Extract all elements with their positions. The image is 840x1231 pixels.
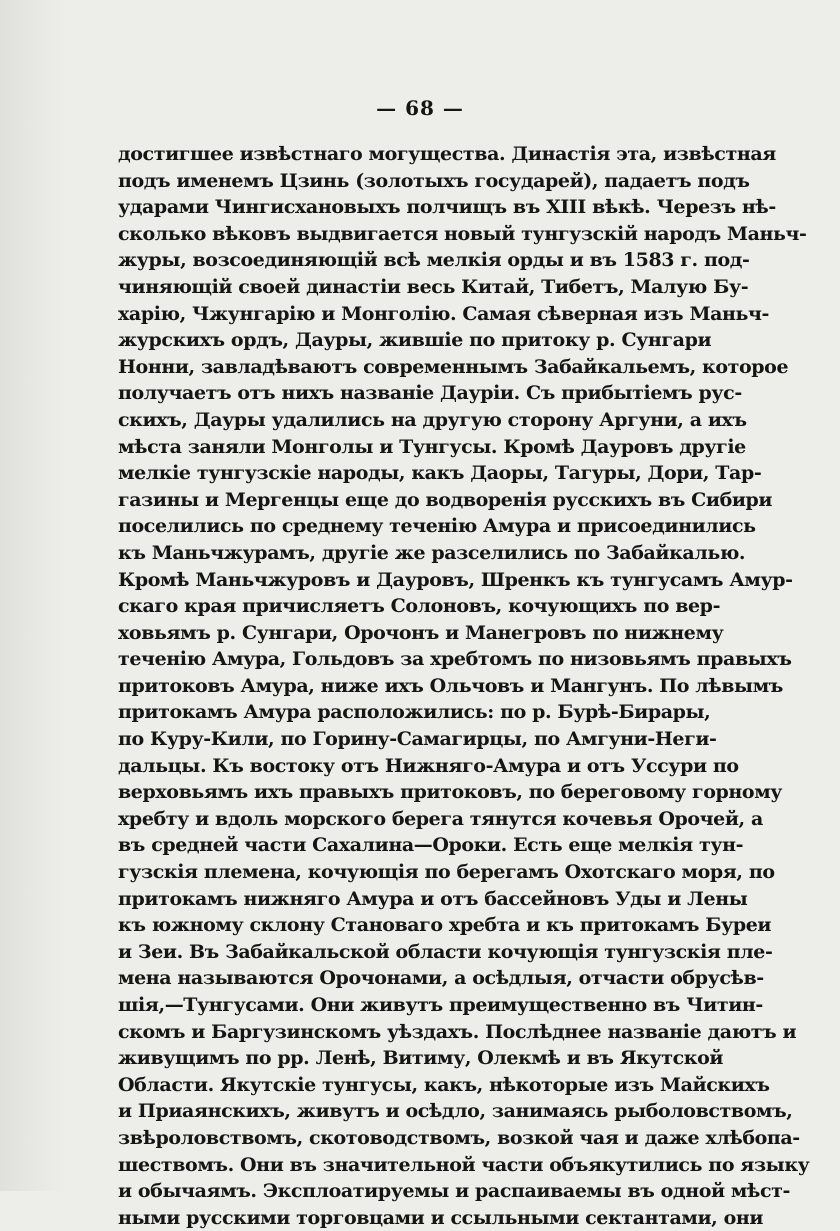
text-line: къ южному склону Становаго хребта и къ притокамъ Буреи <box>118 914 772 937</box>
text-line: скомъ и Баргузинскомъ уѣздахъ. Послѣднее названіе даютъ и <box>118 1020 797 1043</box>
text-line: шія,—Тунгусами. Они живутъ преимущественно въ Читин- <box>118 994 763 1016</box>
page-number: — 68 — <box>376 96 464 120</box>
text-line: верховьямъ ихъ правыхъ притоковъ, по береговому горному <box>118 781 783 804</box>
text-line: ными русскими торговцами и ссыльными сектантами, они <box>118 1206 764 1229</box>
text-line: хребту и вдоль морского берега тянутся кочевья Орочей, а <box>118 807 763 830</box>
text-line: газины и Мергенцы еще до водворенія русскихъ въ Сибири <box>118 488 773 511</box>
body-text <box>118 141 810 1231</box>
text-line: мелкіе тунгузскіе народы, какъ Даоры, Тагуры, Дори, Тар- <box>118 462 762 485</box>
text-line: къ Маньчжурамъ, другіе же разселились по Забайкалью. <box>118 541 746 564</box>
text-line: дальцы. Къ востоку отъ Нижняго-Амура и отъ Уссури по <box>118 754 739 777</box>
text-line: притоковъ Амура, ниже ихъ Ольчовъ и Мангунъ. По лѣвымъ <box>118 674 783 697</box>
text-line: ударами Чингисхановыхъ полчищъ въ XIII вѣкѣ. Черезъ нѣ- <box>118 196 776 219</box>
text-line: шествомъ. Они въ значительной части объякутились по языку <box>118 1153 810 1176</box>
text-line: въ средней части Сахалина—Ороки. Есть еще мелкія тун- <box>118 834 744 857</box>
text-line: мена называются Орочонами, а осѣдлыя, отчасти обрусѣв- <box>118 967 764 990</box>
page-edge-shadow <box>0 0 66 1191</box>
text-line: звѣроловствомъ, скотоводствомъ, возкой чая и даже хлѣбопа- <box>118 1126 800 1149</box>
text-line: чиняющій своей династіи весь Китай, Тибетъ, Малую Бу- <box>118 275 749 298</box>
text-line: Области. Якутскіе тунгусы, какъ, нѣкоторые изъ Майскихъ <box>118 1073 770 1096</box>
text-line: и Зеи. Въ Забайкальской области кочующія тунгузскія пле- <box>118 940 773 963</box>
text-line: Кромѣ Маньчжуровъ и Дауровъ, Шренкъ къ тунгусамъ Амур- <box>118 568 793 591</box>
text-line: притокамъ нижняго Амура и отъ бассейновъ Уды и Лены <box>118 887 748 910</box>
text-line: мѣста заняли Монголы и Тунгусы. Кромѣ Дауровъ другіе <box>118 435 746 458</box>
text-line: журскихъ ордъ, Дауры, жившіе по притоку р. Сунгари <box>118 329 712 352</box>
text-line: подъ именемъ Цзинь (золотыхъ государей), падаетъ подъ <box>118 169 750 192</box>
text-line: журы, возсоединяющій всѣ мелкія орды и въ 1583 г. под- <box>118 249 750 272</box>
text-line: и Приаянскихъ, живутъ и осѣдло, занимаясь рыболовствомъ, <box>118 1100 793 1123</box>
text-line: достигшее извѣстнаго могущества. Династія эта, извѣстная <box>118 143 776 165</box>
text-line: Нонни, завладѣваютъ современнымъ Забайкальемъ, которое <box>118 355 789 378</box>
text-line: скихъ, Дауры удалились на другую сторону Аргуни, а ихъ <box>118 408 747 431</box>
text-line: получаетъ отъ нихъ названіе Дауріи. Съ прибытіемъ рус- <box>118 382 742 405</box>
text-line: скаго края причисляетъ Солоновъ, кочующихъ по вер- <box>118 595 721 618</box>
text-line: по Куру-Кили, по Горину-Самагирцы, по Амгуни-Неги- <box>118 728 717 751</box>
text-line: ховьямъ р. Сунгари, Орочонъ и Манегровъ по нижнему <box>118 621 724 644</box>
text-line: притокамъ Амура расположились: по р. Бурѣ-Бирары, <box>118 701 711 724</box>
text-line: теченію Амура, Гольдовъ за хребтомъ по низовьямъ правыхъ <box>118 648 792 671</box>
text-line: харію, Чжунгарію и Монголію. Самая сѣверная изъ Маньч- <box>118 302 769 325</box>
text-line: живущимъ по рр. Ленѣ, Витиму, Олекмѣ и въ Якутской <box>118 1047 724 1070</box>
text-line: и обычаямъ. Эксплоатируемы и распаиваемы въ одной мѣст- <box>118 1180 790 1203</box>
text-line: гузскія племена, кочующія по берегамъ Охотскаго моря, по <box>118 861 775 884</box>
text-line: сколько вѣковъ выдвигается новый тунгузскій народъ Маньч- <box>118 222 807 245</box>
text-line: поселились по среднему теченію Амура и присоединились <box>118 515 756 538</box>
